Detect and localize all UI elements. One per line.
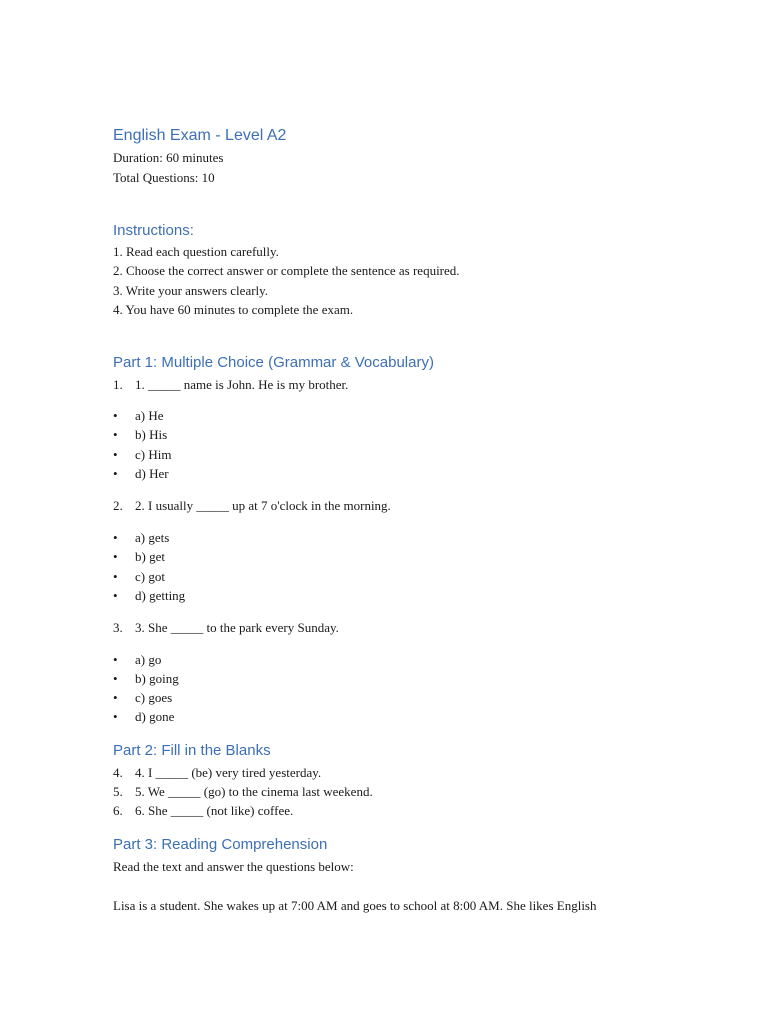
instruction-item: 3. Write your answers clearly.: [113, 283, 269, 298]
part2-heading: Part 2: Fill in the Blanks: [113, 742, 271, 759]
bullet-icon: •: [113, 427, 118, 442]
fill-item: 5. 5. We _____ (go) to the cinema last weekend.: [113, 784, 373, 799]
question-text: 3. She _____ to the park every Sunday.: [135, 620, 339, 635]
question-text: 2. I usually _____ up at 7 o'clock in the morning.: [135, 498, 391, 513]
reading-intro: Read the text and answer the questions below:: [113, 859, 354, 874]
reading-passage: Lisa is a student. She wakes up at 7:00 AM and goes to school at 8:00 AM. She likes English: [113, 898, 597, 913]
question-text: 1. _____ name is John. He is my brother.: [135, 377, 349, 392]
bullet-icon: •: [113, 671, 118, 686]
instruction-item: 4. You have 60 minutes to complete the exam.: [113, 302, 354, 317]
instruction-item: 2. Choose the correct answer or complete the sentence as required.: [113, 263, 460, 278]
instruction-item: 1. Read each question carefully.: [113, 244, 279, 259]
question-number: 1.: [113, 377, 123, 392]
bullet-icon: •: [113, 447, 118, 462]
question-item: [113, 377, 348, 393]
bullet-icon: •: [113, 588, 118, 603]
bullet-icon: •: [113, 569, 118, 584]
fill-item: 6. 6. She _____ (not like) coffee.: [113, 803, 294, 818]
question-number: 2.: [113, 498, 123, 513]
bullet-icon: •: [113, 652, 118, 667]
part3-heading: Part 3: Reading Comprehension: [113, 836, 328, 853]
bullet-icon: •: [113, 690, 118, 705]
part1-heading: Part 1: Multiple Choice (Grammar & Vocabulary): [113, 354, 434, 371]
fill-item: 4. 4. I _____ (be) very tired yesterday.: [113, 765, 322, 780]
question-number: 3.: [113, 620, 123, 635]
bullet-icon: •: [113, 709, 118, 724]
total-questions-text: Total Questions: 10: [113, 170, 215, 185]
bullet-icon: •: [113, 466, 118, 481]
bullet-icon: •: [113, 549, 118, 564]
question-item: [113, 620, 339, 636]
exam-title: English Exam - Level A2: [113, 127, 287, 144]
bullet-icon: •: [113, 530, 118, 545]
bullet-icon: •: [113, 408, 118, 423]
question-item: [113, 498, 391, 514]
instructions-heading: Instructions:: [113, 222, 194, 239]
duration-text: Duration: 60 minutes: [113, 150, 224, 165]
